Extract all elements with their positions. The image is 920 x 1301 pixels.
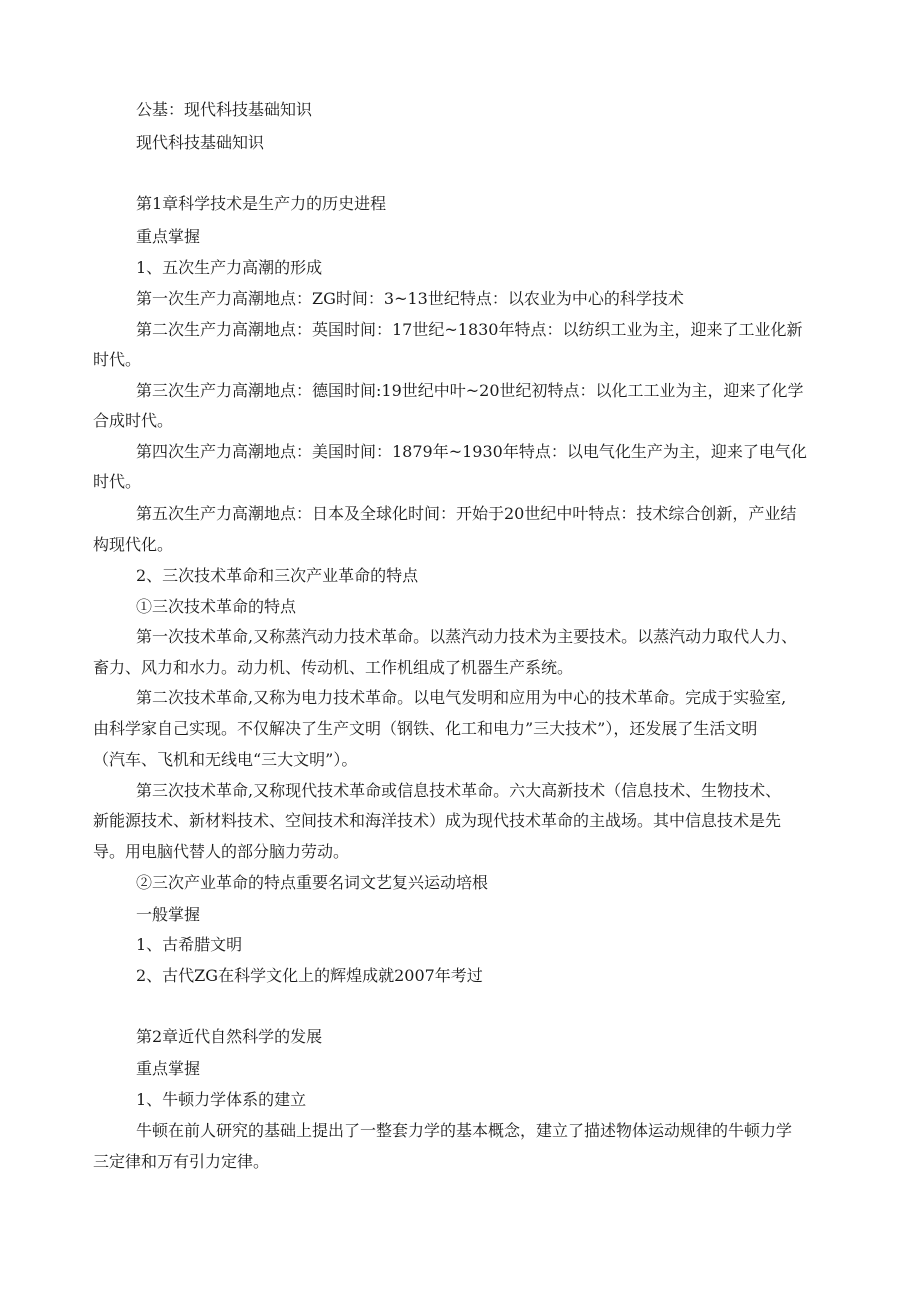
wave5-text-line2: 构现代化。	[93, 535, 174, 554]
wave1-text: 第一次生产力高潮地点：ZG时间：3~13世纪特点：以农业为中心的科学技术	[136, 289, 684, 308]
chapter2-section1-title: 1、牛顿力学体系的建立	[136, 1090, 307, 1109]
chapter2-title: 第2章近代自然科学的发展	[136, 1027, 323, 1046]
header-category: 公基：现代科技基础知识	[136, 100, 313, 119]
tech3-text-line2: 新能源技术、新材料技术、空间技术和海洋技术）成为现代技术革命的主战场。其中信息技术是先	[93, 811, 782, 830]
chapter1-section1-title: 1、五次生产力高潮的形成	[136, 258, 323, 277]
wave2-text-line1: 第二次生产力高潮地点：英国时间：17世纪~1830年特点：以纺织工业为主，迎来了工业化新	[136, 320, 803, 339]
chapter1-key-heading: 重点掌握	[136, 227, 201, 246]
wave3-text-line2: 合成时代。	[93, 411, 174, 430]
chapter1-general-heading: 一般掌握	[136, 905, 201, 924]
wave5-text-line1: 第五次生产力高潮地点：日本及全球化时间：开始于20世纪中叶特点：技术综合创新，产业结	[136, 504, 797, 523]
newton-text-line1: 牛顿在前人研究的基础上提出了一整套力学的基本概念，建立了描述物体运动规律的牛顿力学	[136, 1121, 793, 1140]
chapter1-title: 第1章科学技术是生产力的历史进程	[136, 194, 387, 213]
industry-revolution-subtitle: ②三次产业革命的特点重要名词文艺复兴运动培根	[136, 873, 489, 892]
tech2-text-line2: 由科学家自己实现。不仅解决了生产文明（钢铁、化工和电力”三大技术”），还发展了生活文明	[93, 719, 758, 738]
tech3-text-line1: 第三次技术革命,又称现代技术革命或信息技术革命。六大高新技术（信息技术、生物技术、	[136, 781, 782, 800]
newton-text-line2: 三定律和万有引力定律。	[93, 1152, 270, 1171]
chapter1-section2-title: 2、三次技术革命和三次产业革命的特点	[136, 566, 419, 585]
wave4-text-line2: 时代。	[93, 472, 142, 491]
general-item-2: 2、古代ZG在科学文化上的辉煌成就2007年考过	[136, 966, 483, 985]
tech-revolution-subtitle: ①三次技术革命的特点	[136, 597, 297, 616]
chapter2-key-heading: 重点掌握	[136, 1059, 201, 1078]
wave4-text-line1: 第四次生产力高潮地点：美国时间：1879年~1930年特点：以电气化生产为主，迎来了电气化	[136, 442, 807, 461]
tech2-text-line1: 第二次技术革命,又称为电力技术革命。以电气发明和应用为中心的技术革命。完成于实验室,	[136, 688, 787, 707]
document-title: 现代科技基础知识	[136, 133, 265, 152]
tech2-text-line3: （汽车、飞机和无线电“三大文明”）。	[93, 750, 358, 769]
tech1-text-line1: 第一次技术革命,又称蒸汽动力技术革命。以蒸汽动力技术为主要技术。以蒸汽动力取代人力、	[136, 627, 798, 646]
tech1-text-line2: 畜力、风力和水力。动力机、传动机、工作机组成了机器生产系统。	[93, 658, 574, 677]
general-item-1: 1、古希腊文明	[136, 935, 243, 954]
wave3-text-line1: 第三次生产力高潮地点：德国时间:19世纪中叶~20世纪初特点：以化工工业为主，迎来了化学	[136, 381, 804, 400]
tech3-text-line3: 导。用电脑代替人的部分脑力劳动。	[93, 842, 350, 861]
wave2-text-line2: 时代。	[93, 350, 142, 369]
